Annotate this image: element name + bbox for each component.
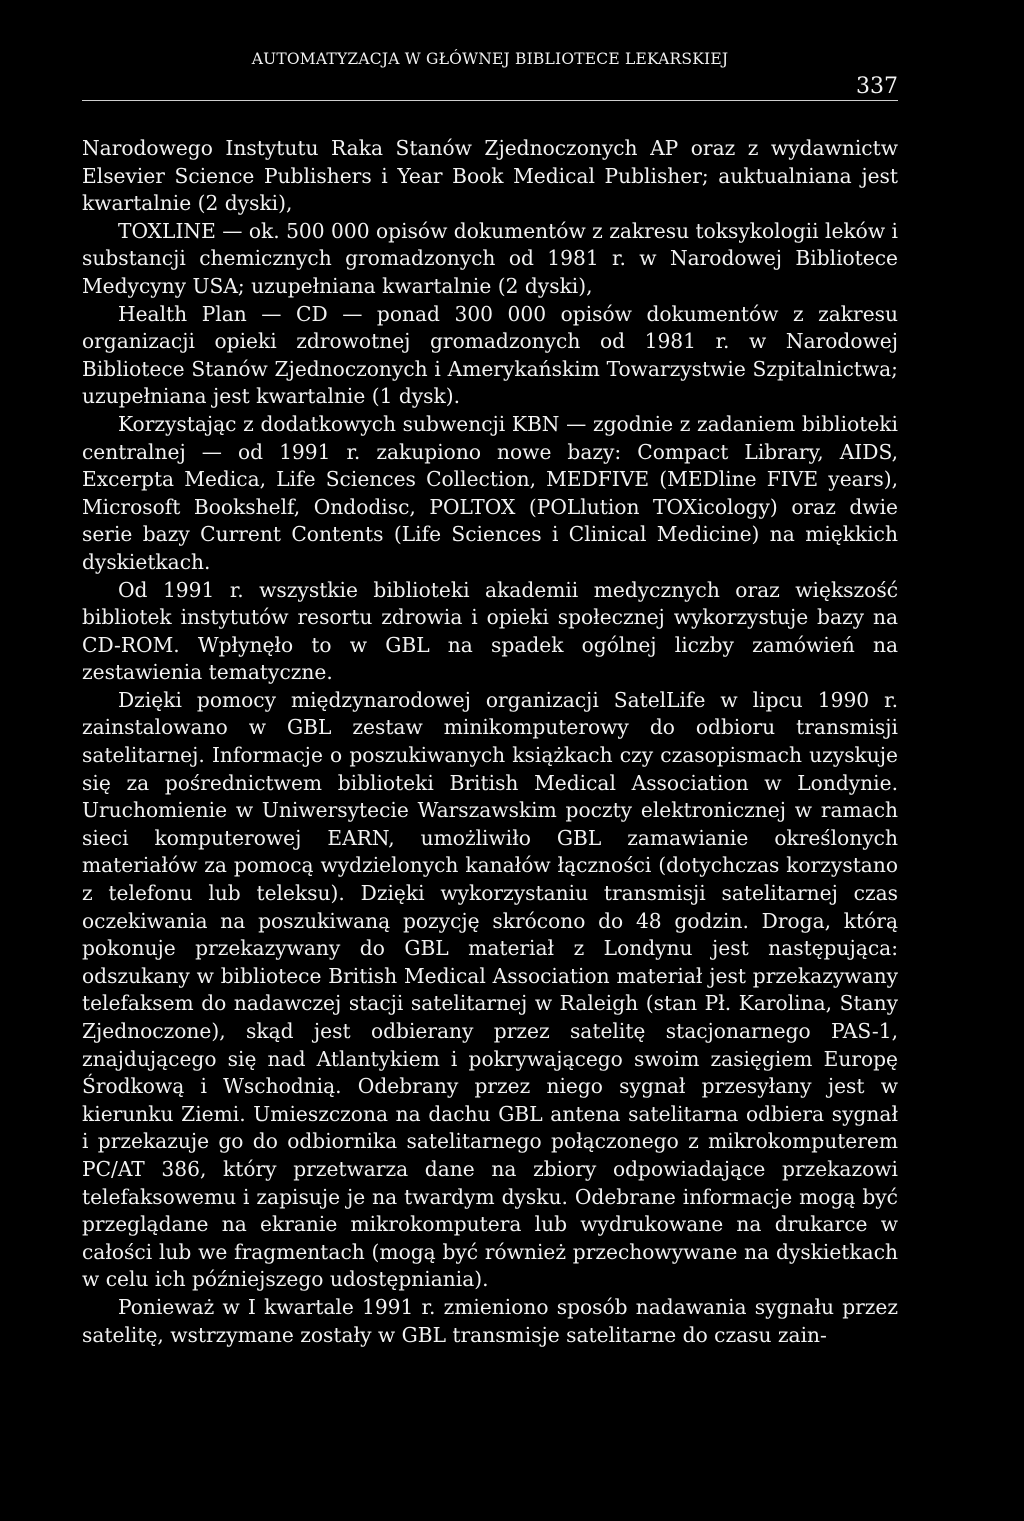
running-title: AUTOMATYZACJA W GŁÓWNEJ BIBLIOTECE LEKARSKIEJ xyxy=(251,50,729,68)
page-header xyxy=(82,50,898,110)
paragraph-signal-change: Ponieważ w I kwartale 1991 r. zmieniono sposób nadawania sygnału przez satelitę, wstrzymane zostały w GBL transmisje satelitarne do czasu zain- xyxy=(82,1294,898,1347)
paragraph-satellife: Dzięki pomocy międzynarodowej organizacji SatelLife w lipcu 1990 r. zainstalowano w GBL zestaw minikomputerowy do odbioru transmisji satelitarnej. Informacje o poszukiwanych książkach czy czasopismach uzyskuje się za pośrednictwem biblioteki British Medical Association w Londynie. Uruchomienie w Uniwersytecie Warszawskim poczty elektronicznej w ramach sieci komputerowej EARN, umożliwiło GBL zamawianie określonych materiałów za pomocą wydzielonych kanałów łączności (dotychczas korzystano z telefonu lub teleksu). Dzięki wykorzystaniu transmisji satelitarnej czas oczekiwania na poszukiwaną pozycję skrócono do 48 godzin. Droga, którą pokonuje przekazywany do GBL materiał z Londynu jest następująca: odszukany w bibliotece British Medical Association materiał jest przekazywany telefaksem do nadawczej stacji satelitarnej w Raleigh (stan Pł. Karolina, Stany Zjednoczone), skąd jest odbierany przez satelitę stacjonarnego PAS-1, znajdującego się nad Atlantykiem i pokrywającego swoim zasięgiem Europę Środkową i Wschodnią. Odebrany przez niego sygnał przesyłany jest w kierunku Ziemi. Umieszczona na dachu GBL antena satelitarna odbiera sygnał i przekazuje go do odbiornika satelitarnego połączonego z mikrokomputerem PC/AT 386, który przetwarza dane na zbiory odpowiadające przekazowi telefaksowemu i zapisuje je na twardym dysku. Odebrane informacje mogą być przeglądane na ekranie mikrokomputera lub wydrukowane na drukarce w całości lub we fragmentach (mogą być również przechowywane na dyskietkach w celu ich późniejszego udostępniania). xyxy=(82,687,898,1292)
body-text xyxy=(82,135,898,1349)
header-rule xyxy=(82,100,898,101)
paragraph-kbn-databases: Korzystając z dodatkowych subwencji KBN — zgodnie z zadaniem biblioteki centralnej — od 1991 r. zakupiono nowe bazy: Compact Library, AIDS, Excerpta Medica, Life Sciences Collection, MEDFIVE (MEDline FIVE years), Microsoft Bookshelf, Ondodisc, POLTOX (POLlution TOXicology) oraz dwie serie bazy Current Contents (Life Sciences i Clinical Medicine) na miękkich dyskietkach. xyxy=(82,411,898,574)
page-number: 337 xyxy=(856,74,898,99)
paragraph-cd-rom: Od 1991 r. wszystkie biblioteki akademii medycznych oraz większość bibliotek instytutów resortu zdrowia i opieki społecznej wykorzystuje bazy na CD-ROM. Wpłynęło to w GBL na spadek ogólnej liczby zamówień na zestawienia tematyczne. xyxy=(82,577,898,685)
paragraph-health-plan: Health Plan — CD — ponad 300 000 opisów dokumentów z zakresu organizacji opieki zdrowotnej gromadzonych od 1981 r. w Narodowej Bibliotece Stanów Zjednoczonych i Amerykańskim Towarzystwie Szpitalnictwa; uzupełniana jest kwartalnie (1 dysk). xyxy=(82,301,898,409)
paragraph-continuation: Narodowego Instytutu Raka Stanów Zjednoczonych AP oraz z wydawnictw Elsevier Science Publishers i Year Book Medical Publisher; auktualniana jest kwartalnie (2 dyski), xyxy=(82,136,898,216)
paragraph-toxline: TOXLINE — ok. 500 000 opisów dokumentów z zakresu toksykologii leków i substancji chemicznych gromadzonych od 1981 r. w Narodowej Bibliotece Medycyny USA; uzupełniana kwartalnie (2 dyski), xyxy=(82,218,898,298)
